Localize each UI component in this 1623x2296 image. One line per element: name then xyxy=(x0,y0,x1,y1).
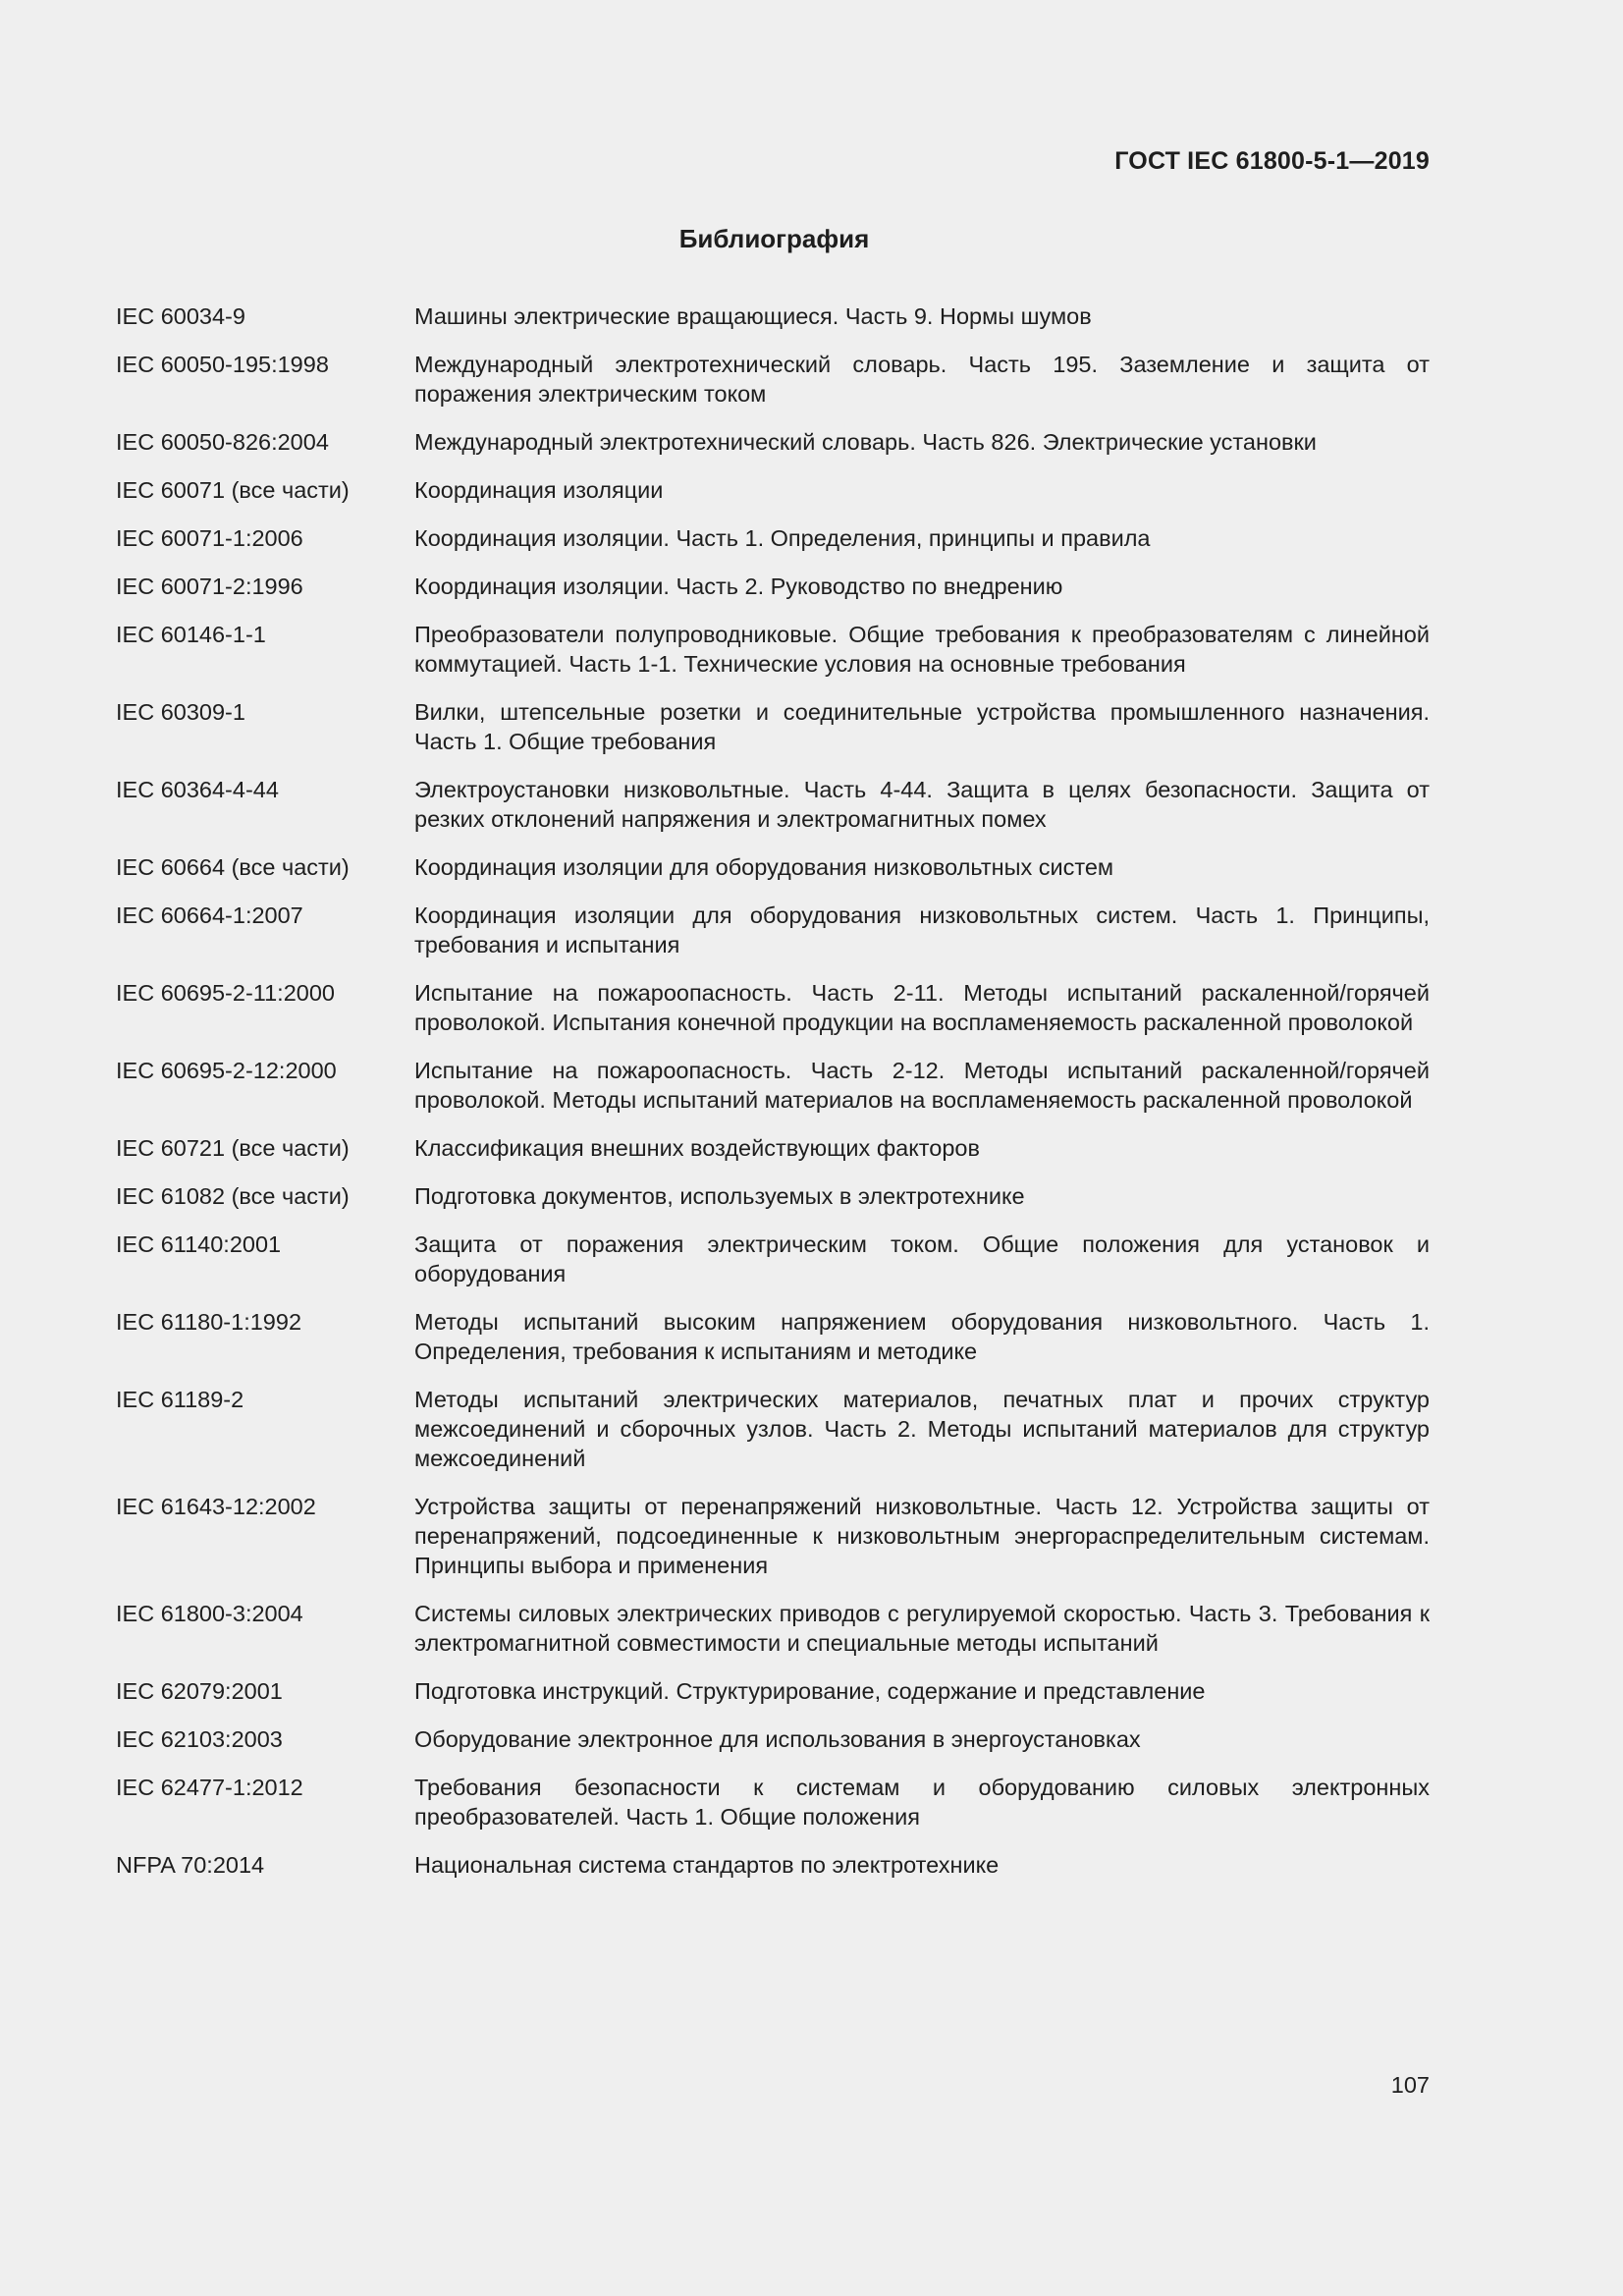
bibliography-entry xyxy=(116,901,1430,959)
bibliography-entry xyxy=(116,523,1430,553)
reference-code: NFPA 70:2014 xyxy=(116,1852,265,1878)
reference-title: Координация изоляции xyxy=(414,477,664,503)
reference-title: Системы силовых электрических приводов с регулируемой скоростью. Часть 3. Требования к электромагнитной совместимости и специальные методы испытаний xyxy=(414,1601,1430,1656)
bibliography-entry xyxy=(116,697,1430,756)
page-number: 107 xyxy=(1390,2072,1430,2098)
bibliography-entry xyxy=(116,1056,1430,1115)
reference-title: Классификация внешних воздействующих факторов xyxy=(414,1135,980,1161)
reference-title: Испытание на пожароопасность. Часть 2-11. Методы испытаний раскаленной/горячей проволокой. Испытания конечной продукции на воспламеняемость раскаленной проволокой xyxy=(414,980,1430,1035)
reference-title: Международный электротехнический словарь. Часть 826. Электрические установки xyxy=(414,429,1317,455)
reference-code: IEC 60146-1-1 xyxy=(116,622,266,647)
bibliography-entry xyxy=(116,1850,1430,1880)
reference-title: Подготовка документов, используемых в электротехнике xyxy=(414,1183,1025,1209)
bibliography-entry xyxy=(116,572,1430,601)
bibliography-entry xyxy=(116,1133,1430,1163)
reference-code: IEC 62103:2003 xyxy=(116,1726,283,1752)
reference-title: Координация изоляции для оборудования низковольтных систем xyxy=(414,854,1114,880)
page-title: Библиография xyxy=(678,224,870,253)
bibliography-entry xyxy=(116,475,1430,505)
bibliography-entry xyxy=(116,1230,1430,1288)
reference-code: IEC 60664-1:2007 xyxy=(116,902,303,928)
reference-title: Требования безопасности к системам и оборудованию силовых электронных преобразователей. Часть 1. Общие положения xyxy=(414,1775,1430,1830)
reference-code: IEC 61140:2001 xyxy=(116,1231,282,1257)
bibliography-entry xyxy=(116,1599,1430,1658)
reference-code: IEC 61180-1:1992 xyxy=(116,1309,302,1335)
bibliography-list xyxy=(116,301,1430,1898)
reference-title: Методы испытаний высоким напряжением оборудования низковольтного. Часть 1. Определения, требования к испытаниям и методике xyxy=(414,1309,1430,1364)
reference-code: IEC 62477-1:2012 xyxy=(116,1775,303,1800)
bibliography-entry xyxy=(116,1385,1430,1473)
bibliography-entry xyxy=(116,301,1430,331)
bibliography-entry xyxy=(116,350,1430,409)
bibliography-entry xyxy=(116,1676,1430,1706)
reference-code: IEC 60071-1:2006 xyxy=(116,525,303,551)
reference-code: IEC 60071 (все части) xyxy=(116,477,350,503)
reference-code: IEC 61643-12:2002 xyxy=(116,1494,316,1519)
bibliography-entry xyxy=(116,852,1430,882)
reference-code: IEC 60050-826:2004 xyxy=(116,429,329,455)
bibliography-entry xyxy=(116,1307,1430,1366)
reference-code: IEC 60695-2-12:2000 xyxy=(116,1058,337,1083)
reference-code: IEC 61189-2 xyxy=(116,1387,244,1412)
reference-code: IEC 61082 (все части) xyxy=(116,1183,350,1209)
reference-code: IEC 61800-3:2004 xyxy=(116,1601,303,1626)
reference-code: IEC 62079:2001 xyxy=(116,1678,283,1704)
bibliography-entry xyxy=(116,775,1430,834)
reference-title: Международный электротехнический словарь. Часть 195. Заземление и защита от поражения электрическим током xyxy=(414,352,1430,407)
reference-title: Устройства защиты от перенапряжений низковольтные. Часть 12. Устройства защиты от перенапряжений, подсоединенные к низковольтным энергораспределительным системам. Принципы выбора и применения xyxy=(414,1494,1430,1578)
reference-title: Машины электрические вращающиеся. Часть 9. Нормы шумов xyxy=(414,303,1092,329)
reference-title: Оборудование электронное для использования в энергоустановках xyxy=(414,1726,1141,1752)
bibliography-entry xyxy=(116,427,1430,457)
reference-title: Координация изоляции. Часть 2. Руководство по внедрению xyxy=(414,574,1063,599)
reference-title: Подготовка инструкций. Структурирование, содержание и представление xyxy=(414,1678,1206,1704)
reference-title: Координация изоляции. Часть 1. Определения, принципы и правила xyxy=(414,525,1151,551)
reference-code: IEC 60034-9 xyxy=(116,303,245,329)
bibliography-entry xyxy=(116,1492,1430,1580)
reference-title: Координация изоляции для оборудования низковольтных систем. Часть 1. Принципы, требования и испытания xyxy=(414,902,1430,957)
reference-title: Методы испытаний электрических материалов, печатных плат и прочих структур межсоединений и сборочных узлов. Часть 2. Методы испытаний материалов для структур межсоединений xyxy=(414,1387,1430,1471)
reference-code: IEC 60309-1 xyxy=(116,699,245,725)
reference-title: Электроустановки низковольтные. Часть 4-44. Защита в целях безопасности. Защита от резких отклонений напряжения и электромагнитных помех xyxy=(414,777,1430,832)
reference-title: Испытание на пожароопасность. Часть 2-12. Методы испытаний раскаленной/горячей проволокой. Методы испытаний материалов на воспламеняемость раскаленной проволокой xyxy=(414,1058,1430,1113)
reference-code: IEC 60071-2:1996 xyxy=(116,574,303,599)
reference-title: Вилки, штепсельные розетки и соединительные устройства промышленного назначения. Часть 1. Общие требования xyxy=(414,699,1430,754)
bibliography-entry xyxy=(116,1773,1430,1831)
bibliography-entry xyxy=(116,1724,1430,1754)
bibliography-entry xyxy=(116,1181,1430,1211)
bibliography-entry xyxy=(116,620,1430,679)
reference-code: IEC 60050-195:1998 xyxy=(116,352,329,377)
bibliography-entry xyxy=(116,978,1430,1037)
reference-title: Национальная система стандартов по электротехнике xyxy=(414,1852,1000,1878)
reference-code: IEC 60721 (все части) xyxy=(116,1135,350,1161)
reference-code: IEC 60364-4-44 xyxy=(116,777,279,802)
reference-code: IEC 60695-2-11:2000 xyxy=(116,980,335,1006)
reference-title: Преобразователи полупроводниковые. Общие требования к преобразователям с линейной коммутацией. Часть 1-1. Технические условия на основные требования xyxy=(414,622,1430,677)
document-standard-header: ГОСТ IEC 61800-5-1—2019 xyxy=(1114,147,1430,175)
reference-title: Защита от поражения электрическим током. Общие положения для установок и оборудования xyxy=(414,1231,1430,1286)
reference-code: IEC 60664 (все части) xyxy=(116,854,350,880)
